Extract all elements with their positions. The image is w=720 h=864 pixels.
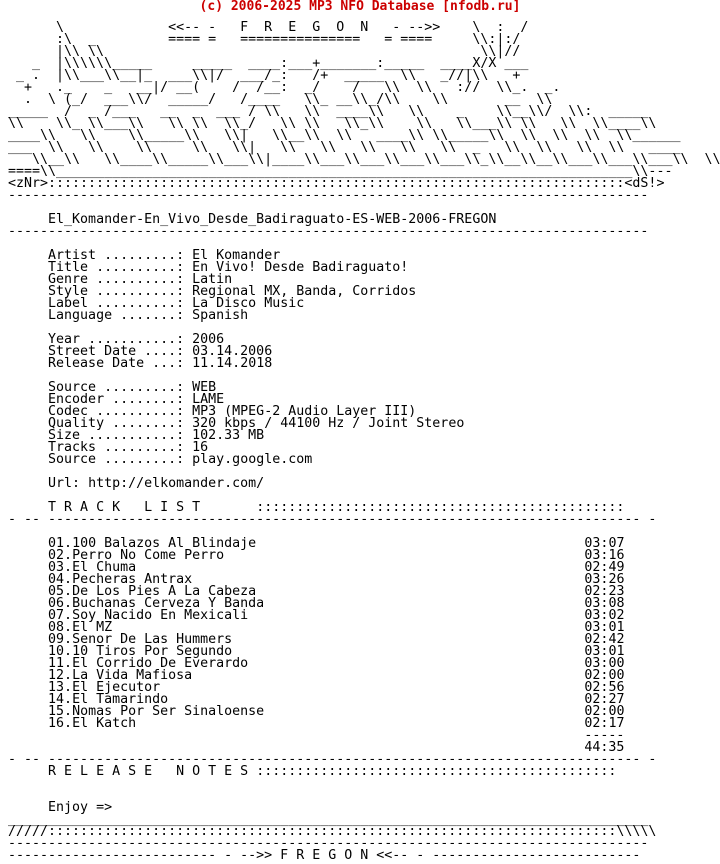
info-key: Genre [48, 272, 89, 287]
info-key: Title [48, 260, 89, 275]
info-key: Size [48, 428, 81, 443]
track-time: 03:02 [584, 608, 625, 623]
ascii-logo-line: _ . |\\___\\__|_ ___\\|/ ___/_: /+ _____ \\ _//|\\ + [8, 68, 521, 83]
track-title: 10 Tiros Por Segundo [72, 644, 233, 659]
track-number: 13. [48, 680, 73, 695]
total-separator: ----- [584, 728, 625, 743]
separator-line: -------------------------------------------------------------------------------- [8, 224, 649, 239]
ascii-logo-line: . \ (_/ ___\\/ _____/ /____ \\_ __\\_/\\ \\ __ \\ [8, 92, 585, 107]
track-number: 15. [48, 704, 73, 719]
info-value: Latin [192, 272, 233, 287]
ascii-logo-line: + ._ _ __|/ __( / /__: _/ / \\ \\ :// \\_. _. [8, 80, 561, 95]
ascii-logo-line: :\ _ ==== = =============== = ==== \\:|:/ [8, 32, 521, 47]
track-title: Senor De Las Hummers [72, 632, 233, 647]
info-value: MP3 (MPEG-2 Audio Layer III) [192, 404, 417, 419]
nfo-body [8, 22, 720, 862]
ascii-logo-line: \\ \\_ \\___\\ \\ \\ \\_/ \\ \\ \\_\\ \\ \\___\\ \\ \\ \\____\\ [8, 116, 673, 131]
info-dots: ...: [144, 356, 193, 371]
track-title: Buchanas Cerveza Y Banda [72, 596, 265, 611]
info-dots: ...........: [80, 428, 193, 443]
info-dots: .........: [96, 248, 193, 263]
ascii-logo-line: <zNr>::::::::::::::::::::::::::::::::::::::::::::::::::::::::::::::::::::::::<dS!> [8, 176, 665, 191]
info-value: Regional MX, Banda, Corridos [192, 284, 417, 299]
info-dots: .........: [96, 440, 193, 455]
release-notes-text: Enjoy => [48, 800, 113, 815]
track-time: 02:56 [584, 680, 625, 695]
info-key: Label [48, 296, 89, 311]
track-number: 16. [48, 716, 73, 731]
info-key: Street Date [48, 344, 137, 359]
info-key: Year [48, 332, 81, 347]
track-time: 03:01 [584, 620, 625, 635]
track-number: 03. [48, 560, 73, 575]
info-dots: ..........: [88, 284, 193, 299]
track-number: 06. [48, 596, 73, 611]
info-value: 320 kbps / 44100 Hz / Joint Stereo [192, 416, 465, 431]
info-dots: ........: [104, 392, 193, 407]
ascii-logo-line: _ |\\\\\\_____ _____ ____:___+_______:_____ ____X/X ___ [8, 56, 529, 71]
track-title: El Chuma [72, 560, 137, 575]
tracklist-heading: T R A C K L I S T [48, 500, 201, 515]
info-value: La Disco Music [192, 296, 305, 311]
release-notes-dots: ::::::::::::::::::::::::::::::::::::::::::::: [256, 764, 617, 779]
ascii-logo-line: _____ / _ /___ __ _ ___ / \\ \\ ____\\ \\ _ \\__\\/ \\: _____ [8, 104, 649, 119]
site-credit-header: (c) 2006-2025 MP3 NFO Database [nfodb.ru] [199, 0, 521, 14]
track-title: Pecheras Antrax [72, 572, 193, 587]
info-dots: .........: [96, 380, 193, 395]
track-title: Soy Nacido En Mexicali [72, 608, 249, 623]
info-key: Release Date [48, 356, 145, 371]
info-dots: ..........: [88, 260, 193, 275]
info-dots: .........: [96, 452, 193, 467]
info-value: En Vivo! Desde Badiraguato! [192, 260, 409, 275]
track-number: 10. [48, 644, 73, 659]
info-dots: ..........: [88, 272, 193, 287]
track-title: El MZ [72, 620, 113, 635]
track-time: 03:26 [584, 572, 625, 587]
footer-line: -------------------------------------------------------------------------------- [8, 836, 649, 851]
url-label: Url: [48, 476, 89, 491]
track-time: 02:00 [584, 704, 625, 719]
track-title: El Katch [72, 716, 137, 731]
track-number: 01. [48, 536, 73, 551]
track-number: 11. [48, 656, 73, 671]
ascii-logo-line: ___ \\ \\ \\ \\ \\| \\ \\ \\ \\ \\ _ \\ \\ \\ \\ ____ [8, 140, 681, 155]
ascii-logo-line: \ <<-- - F R E G O N - -->> \ : / [8, 20, 529, 35]
track-title: De Los Pies A La Cabeza [72, 584, 257, 599]
ascii-logo-line: -------------------------------------------------------------------------------- [8, 188, 649, 203]
info-value: LAME [192, 392, 225, 407]
release-notes-heading: R E L E A S E N O T E S [48, 764, 249, 779]
info-key: Tracks [48, 440, 97, 455]
track-time: 02:42 [584, 632, 625, 647]
info-key: Encoder [48, 392, 105, 407]
track-number: 14. [48, 692, 73, 707]
info-key: Quality [48, 416, 105, 431]
track-title: El Tamarindo [72, 692, 169, 707]
track-time: 03:07 [584, 536, 625, 551]
info-key: Codec [48, 404, 89, 419]
track-time: 03:16 [584, 548, 625, 563]
track-title: Perro No Come Perro [72, 548, 225, 563]
track-title: La Vida Mafiosa [72, 668, 193, 683]
track-time: 02:23 [584, 584, 625, 599]
info-dots: ..........: [88, 296, 193, 311]
info-key: Language [48, 308, 113, 323]
ascii-logo-line: ====\\________________________________________________________________________\\--- [8, 164, 673, 179]
info-key: Source [48, 380, 97, 395]
info-value: 16 [192, 440, 209, 455]
track-number: 08. [48, 620, 73, 635]
track-time: 02:17 [584, 716, 625, 731]
track-title: El Corrido De Everardo [72, 656, 249, 671]
track-time: 03:08 [584, 596, 625, 611]
track-number: 05. [48, 584, 73, 599]
track-time: 02:49 [584, 560, 625, 575]
track-time: 03:01 [584, 644, 625, 659]
ascii-logo-line: ____\\ \\ \\_____\\ \\| \\__\\ \\ ____\\ \\_____\\ \\ \\ \\ \\______ [8, 128, 681, 143]
footer-line: ________________________________________________________________________________ [8, 812, 649, 827]
info-dots: .......: [112, 308, 193, 323]
info-value: 102.33 MB [192, 428, 265, 443]
info-value: 2006 [192, 332, 225, 347]
tracklist-dots: :::::::::::::::::::::::::::::::::::::::::::::: [256, 500, 625, 515]
track-title: El Ejecutor [72, 680, 161, 695]
info-dots: ....: [136, 344, 193, 359]
track-time: 02:27 [584, 692, 625, 707]
info-value: WEB [192, 380, 217, 395]
footer-line: /////:::::::::::::::::::::::::::::::::::::::::::::::::::::::::::::::::::::::\\\\\ [8, 824, 657, 839]
track-title: Nomas Por Ser Sinaloense [72, 704, 265, 719]
info-dots: ..........: [88, 404, 193, 419]
track-number: 12. [48, 668, 73, 683]
info-dots: ........: [104, 416, 193, 431]
info-key: Style [48, 284, 89, 299]
track-number: 09. [48, 632, 73, 647]
ascii-logo [8, 22, 720, 202]
ascii-logo-line: |\\ \\ \\|// [8, 44, 521, 59]
track-time: 02:00 [584, 668, 625, 683]
info-value: El Komander [192, 248, 281, 263]
track-title: 100 Balazos Al Blindaje [72, 536, 257, 551]
info-value: play.google.com [192, 452, 313, 467]
nfo-content: El_Komander-En_Vivo_Desde_Badiraguato-ES-WEB-2006-FREGON -------------------------------------------------------------------------------- Artist .........: El Komander Title ..........: En Vivo! Desde Badiraguato! Genre ..........: Latin Style ..........: Regional MX, Banda, Corridos Label ..........: La Disco Music Language .......: Spanish Year ...........: 2006 Street Date ....: 03.14.2006 Release Date ...: 11.14.2018 Source .........: WEB Encoder ........: LAME Codec ..........: MP3 (MPEG-2 Audio Layer III) Quality ........: 320 kbps / 44100 Hz / Joint Stereo Size ...........: 102.33 MB Tracks .........: 16 Source .........: play.google.com Url: http://elkomander.com/ T R A C K L I S T :::::::::::::::::::::::::::::::::::::::::::::: - -- -------------------------------------------------------------------------- - 01.100 Balazos Al Blindaje 03:07 02.Perro No Come Perro 03:16 03.El Chuma 02:49 04.Pecheras Antrax 03:26 05.De Los Pies A La Cabeza 02:23 06.Buchanas Cerveza Y Banda 03:08 07.Soy Nacido En Mexicali 03:02 08.El MZ 03:01 09.Senor De Las Hummers 02:42 10.10 Tiros Por Segundo 03:01 11.El Corrido De Everardo 03:00 12.La Vida Mafiosa 02:00 13.El Ejecutor 02:56 14.El Tamarindo 02:27 15.Nomas Por Ser Sinaloense 02:00 16.El Katch 02:17 ----- 44:35 - -- -------------------------------------------------------------------------- - R E L E A S E N O T E S ::::::::::::::::::::::::::::::::::::::::::::: Enjoy => ________________________________________________________________________________ /////:::::::::::::::::::::::::::::::::::::::::::::::::::::::::::::::::::::::\\\\\ -------------------------------------------------------------------------------- -------------------------- - -->> F R E G O N <<-- - -------------------------- [8, 212, 657, 863]
total-time: 44:35 [584, 740, 625, 755]
track-number: 07. [48, 608, 73, 623]
info-key: Artist [48, 248, 97, 263]
info-value: 11.14.2018 [192, 356, 273, 371]
ascii-logo-line: \\__\\ \\____\\_____\\___\\|____\\___\\___\\___\\___\\_\\__\\__\\___\\___\\___\\ \\ [8, 152, 720, 167]
track-number: 04. [48, 572, 73, 587]
info-value: Spanish [192, 308, 249, 323]
release-name: El_Komander-En_Vivo_Desde_Badiraguato-ES-WEB-2006-FREGON [48, 212, 497, 227]
info-value: 03.14.2006 [192, 344, 273, 359]
track-time: 03:00 [584, 656, 625, 671]
info-dots: ...........: [80, 332, 193, 347]
url-value: http://elkomander.com/ [88, 476, 265, 491]
footer-sign: -------------------------- - -->> F R E G O N <<-- - -------------------------- [8, 848, 641, 863]
track-number: 02. [48, 548, 73, 563]
info-key: Source [48, 452, 97, 467]
